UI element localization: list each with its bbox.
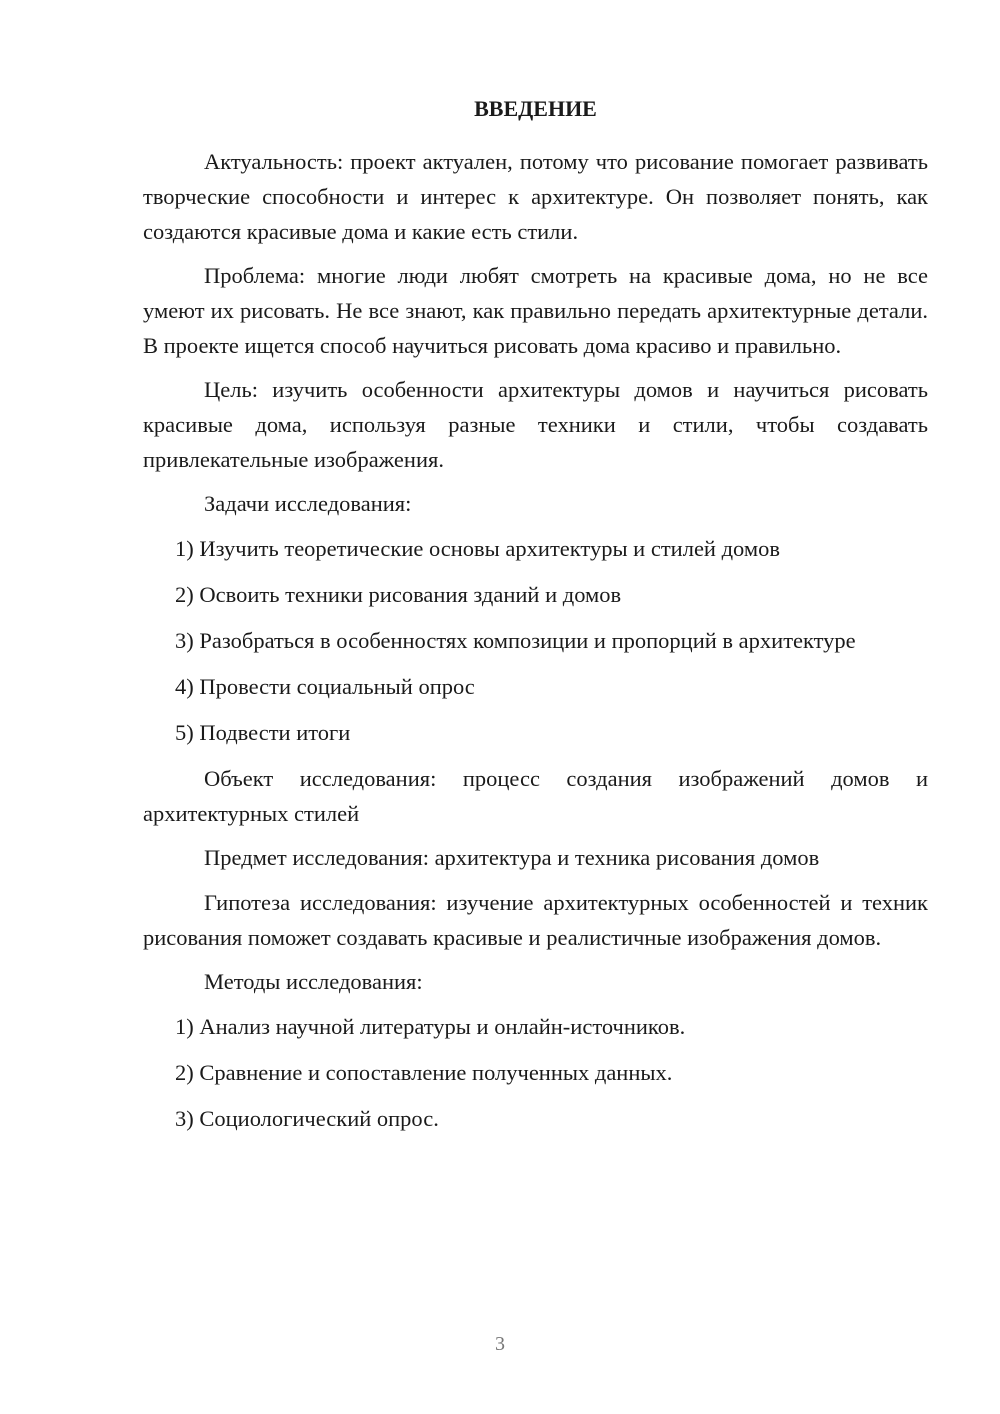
relevance-paragraph: Актуальность: проект актуален, потому что рисование помогает развивать творческие способности и интерес к архитектуре. Он позволяет понять, как создаются красивые дома и какие есть стили. (143, 149, 928, 244)
methods-heading: Методы исследования: (204, 969, 423, 994)
tasks-heading: Задачи исследования: (204, 491, 412, 516)
task-item-5: 5) Подвести итоги (175, 720, 351, 745)
problem-paragraph: Проблема: многие люди любят смотреть на красивые дома, но не все умеют их рисовать. Не все знают, как правильно передать архитектурные детали. В проекте ищется способ научиться рисовать дома красиво и правильно. (143, 263, 928, 358)
method-item-3: 3) Социологический опрос. (175, 1106, 439, 1131)
page-number: 3 (495, 1333, 505, 1355)
page-title: ВВЕДЕНИЕ (474, 96, 597, 121)
method-item-2: 2) Сравнение и сопоставление полученных данных. (175, 1060, 673, 1085)
subject-line: Предмет исследования: архитектура и техника рисования домов (204, 845, 820, 870)
object-paragraph: Объект исследования: процесс создания изображений домов и архитектурных стилей (143, 766, 928, 826)
hypothesis-paragraph: Гипотеза исследования: изучение архитектурных особенностей и техник рисования поможет создавать красивые и реалистичные изображения домов. (143, 890, 928, 950)
page-content (143, 94, 928, 1147)
task-item-1: 1) Изучить теоретические основы архитектуры и стилей домов (175, 536, 780, 561)
task-item-2: 2) Освоить техники рисования зданий и домов (175, 582, 622, 607)
method-item-1: 1) Анализ научной литературы и онлайн-источников. (175, 1014, 686, 1039)
task-item-4: 4) Провести социальный опрос (175, 674, 475, 699)
task-item-3: 3) Разобраться в особенностях композиции и пропорций в архитектуре (175, 628, 856, 653)
goal-paragraph: Цель: изучить особенности архитектуры домов и научиться рисовать красивые дома, используя разные техники и стили, чтобы создавать привлекательные изображения. (143, 377, 928, 472)
